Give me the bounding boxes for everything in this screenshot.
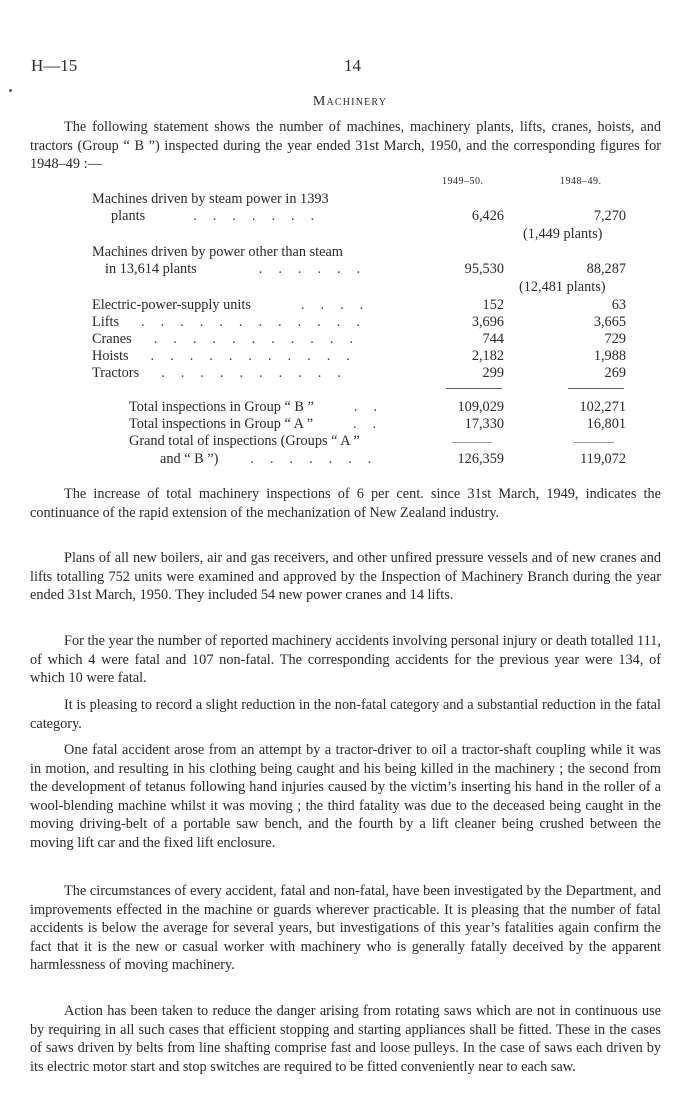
grand-total-rule [574, 442, 614, 443]
paragraph: Plans of all new boilers, air and gas receivers, and other unfired pressure vessels and of new cranes and lifts totalling 752 units were examined and approved by the Inspection of Machinery Branch during the year ended 31st March, 1950. They included 54 new power cranes and 14 lifts. [30, 550, 661, 603]
intro-paragraph: The following statement shows the number of machines, machinery plants, lifts, cranes, hoists, and tractors (Group “ B ”) inspected during the year ended 31st March, 1950, and the corresponding figures for 1948–49 :— [30, 119, 661, 172]
grand-total-row: and “ B ”) ....... 126,359 119,072 [160, 451, 626, 467]
table-row: Electric-power-supply units .... 152 63 [92, 297, 626, 313]
col-header-1949-50: 1949–50. [442, 176, 484, 187]
table-row: in 13,614 plants ...... 95,530 88,287 [105, 261, 626, 277]
margin-mark [9, 89, 12, 92]
total-row: Total inspections in Group “ B ” .. 109,029 102,271 [129, 399, 626, 415]
col-header-1948-49: 1948–49. [560, 176, 602, 187]
subtotal-rule [446, 388, 502, 389]
report-reference: H—15 [31, 56, 78, 75]
table-row: Hoists ........... 2,182 1,988 [92, 348, 626, 364]
table-row: plants ....... 6,426 7,270 [111, 208, 626, 224]
grand-total-row: Grand total of inspections (Groups “ A ” [129, 433, 360, 449]
table-note: (1,449 plants) [523, 226, 603, 242]
section-title: Machinery [312, 94, 388, 109]
grand-total-rule [452, 442, 492, 443]
paragraph: The increase of total machinery inspections of 6 per cent. since 31st March, 1949, indicates the continuance of the rapid extension of the mechanization of New Zealand industry. [30, 486, 661, 521]
table-row: Lifts ............ 3,696 3,665 [92, 314, 626, 330]
table-row: Machines driven by power other than steam [92, 244, 343, 260]
total-row: Total inspections in Group “ A ” .. 17,330 16,801 [129, 416, 626, 432]
table-row: Tractors .......... 299 269 [92, 365, 626, 381]
subtotal-rule [568, 388, 624, 389]
paragraph: One fatal accident arose from an attempt by a tractor-driver to oil a tractor-shaft coupling while it was in motion, and resulting in his clothing being caught and his being killed in the machinery ; the second from the development of tetanus following hand injuries caused by the victim’s inserting his hand in the roller of a wool-blending machine whilst it was moving ; the third fatality was due to the deceased being caught in the moving driving-belt of a portable saw bench, and the fourth by a lift cleaner being crushed between the moving lift car and the fixed lift enclosure. [30, 742, 661, 851]
paragraph: For the year the number of reported machinery accidents involving personal injury or death totalled 111, of which 4 were fatal and 107 non-fatal. The corresponding accidents for the previous year were 134, of which 10 were fatal. [30, 633, 661, 686]
paragraph: Action has been taken to reduce the danger arising from rotating saws which are not in continuous use by requiring in all such cases that efficient stopping and starting appliances shall be fitted. These in the cases of saws driven by belts from line shafting comprise fast and loose pulleys. In the case of saws each driven by its electric motor start and stop switches are required to be fitted conveniently near to each saw. [30, 1003, 661, 1075]
table-row: Machines driven by steam power in 1393 [92, 191, 329, 207]
page-number: 14 [344, 56, 361, 75]
table-note: (12,481 plants) [519, 279, 606, 295]
paragraph: It is pleasing to record a slight reduction in the non-fatal category and a substantial reduction in the fatal category. [30, 697, 661, 732]
table-row: Cranes ........... 744 729 [92, 331, 626, 347]
paragraph: The circumstances of every accident, fatal and non-fatal, have been investigated by the Department, and improvements effected in the machine or guards wherever practicable. It is pleasing that the number of fatal accidents is below the average for several years, but investigations of this year’s fatalities again confirm the fact that it is the new or casual worker with machinery who is generally fatally deceived by the apparent harmlessness of moving machinery. [30, 883, 661, 973]
